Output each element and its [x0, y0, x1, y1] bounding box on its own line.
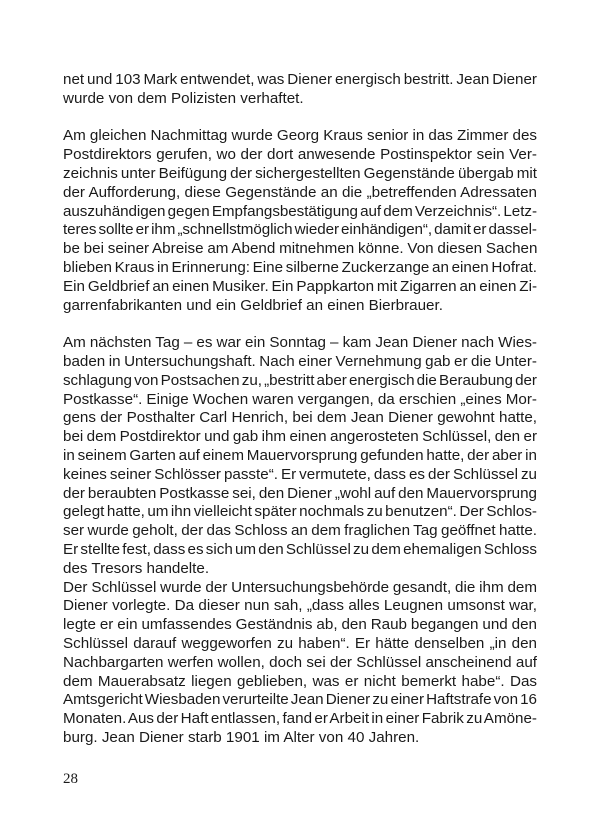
text-line: Monaten. Aus der Haft entlassen, fand er Arbeit in einer Fabrik zu Amöne- [63, 710, 537, 728]
paragraph-spacer [63, 315, 537, 334]
text-line: keines seiner Schlösser passte“. Er vermutete, dass es der Schlüssel zu [63, 465, 537, 483]
paragraph-2 [63, 127, 537, 315]
text-line: baden in Untersuchungshaft. Nach einer Vernehmung gab er die Unter- [63, 352, 537, 370]
paragraph-4 [63, 579, 537, 748]
text-line: bei dem Postdirektor und gab ihm einen angerosteten Schlüssel, den er [63, 428, 537, 446]
text-line: Der Schlüssel wurde der Untersuchungsbehörde gesandt, die ihm dem [63, 578, 537, 596]
text-line: gelegt hatte, um ihn vielleicht später nochmals zu benutzen“. Der Schlos- [63, 503, 537, 521]
text-line: Postkasse“. Einige Wochen waren vergangen, da erschien „eines Mor- [63, 390, 537, 408]
text-line: Er stellte fest, dass es sich um den Schlüssel zu dem ehemaligen Schloss [63, 540, 537, 558]
text-line: net und 103 Mark entwendet, was Diener energisch bestritt. Jean Diener [63, 71, 537, 88]
text-line: der beraubten Postkasse sei, den Diener „wohl auf den Mauervorsprung [63, 484, 537, 502]
text-line: in seinem Garten auf einem Mauervorsprung gefunden hatte, der aber in [63, 446, 537, 464]
text-line: gens der Posthalter Carl Henrich, bei dem Jean Diener gewohnt hatte, [63, 409, 537, 427]
text-line: Am nächsten Tag – es war ein Sonntag – kam Jean Diener nach Wies- [63, 334, 537, 352]
text-line: ser wurde geholt, der das Schloss an dem fraglichen Tag geöffnet hatte. [63, 522, 537, 540]
text-line: auszuhändigen gegen Empfangsbestätigung auf dem Verzeichnis“. Letz- [63, 202, 537, 220]
text-line: Am gleichen Nachmittag wurde Georg Kraus senior in das Zimmer des [63, 127, 537, 145]
text-line: garrenfabrikanten und ein Geldbrief an einen Bierbrauer. [63, 296, 443, 314]
text-line: teres sollte er ihm „schnellstmöglich wieder einhändigen“, damit er dassel- [63, 221, 537, 239]
text-line: dem Mauerabsatz liegen geblieben, was er nicht bemerkt habe“. Das [63, 672, 537, 690]
text-line: blieben Kraus in Erinnerung: Eine silberne Zuckerzange an einen Hofrat. [63, 258, 537, 276]
text-line: burg. Jean Diener starb 1901 im Alter von 40 Jahren. [63, 728, 420, 746]
paragraph-spacer [63, 109, 537, 128]
text-line: Diener vorlegte. Da dieser nun sah, „dass alles Leugnen umsonst war, [63, 597, 537, 615]
page-number: 28 [63, 770, 78, 787]
text-line: be bei seiner Abreise am Abend mitnehmen könne. Von diesen Sachen [63, 240, 538, 258]
text-line: zeichnis unter Beifügung der sichergestellten Gegenstände übergab mit [63, 164, 537, 182]
body-text [63, 0, 537, 748]
text-line: schlagung von Postsachen zu, „bestritt aber energisch die Beraubung der [63, 371, 537, 389]
paragraph-3 [63, 334, 537, 578]
text-line: Ein Geldbrief an einen Musiker. Ein Pappkarton mit Zigarren an einen Zi- [63, 277, 537, 295]
text-line: legte er ein umfassendes Geständnis ab, den Raub begangen und den [63, 616, 537, 634]
text-line: des Tresors handelte. [63, 559, 210, 577]
text-line: Amtsgericht Wiesbaden verurteilte Jean Diener zu einer Haftstrafe von 16 [63, 691, 537, 709]
paragraph-1 [63, 71, 537, 109]
text-line: Postdirektors gerufen, wo der dort anwesende Postinspektor sein Ver- [63, 146, 537, 164]
text-line: wurde von dem Polizisten verhaftet. [63, 89, 304, 107]
text-line: der Aufforderung, diese Gegenstände an die „betreffenden Adressaten [63, 183, 537, 201]
text-line: Schlüssel darauf weggeworfen zu haben“. Er hätte denselben „in den [63, 634, 537, 652]
text-line: Nachbargarten werfen wollen, doch sei der Schlüssel anscheinend auf [63, 653, 537, 671]
